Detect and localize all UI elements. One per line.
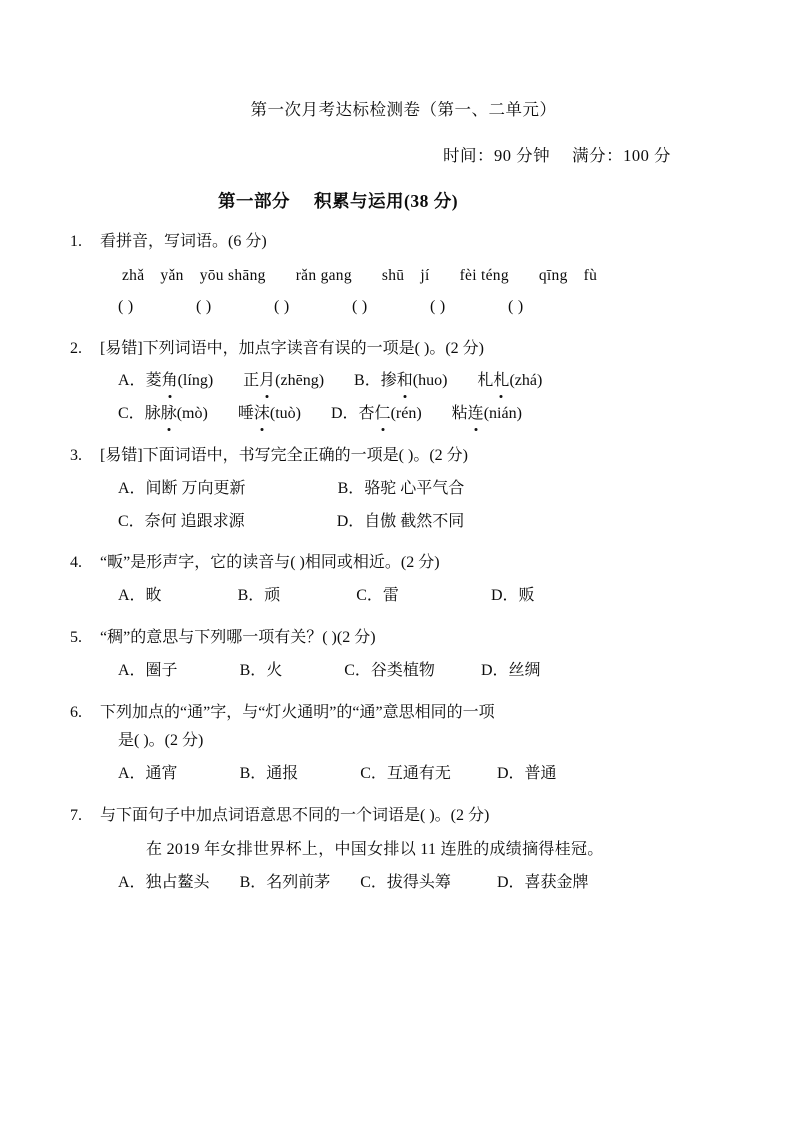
option-d[interactable]: D．丝绸 [480,661,541,679]
section-name: 积累与运用(38 分) [314,191,459,211]
question-text: 看拼音，写词语。(6 分) [100,233,267,250]
answer-blank[interactable]: ( ) [430,297,446,315]
answer-blank[interactable]: ( ) [508,297,524,315]
question-number: 7. [70,806,82,824]
question-text: “稠”的意思与下列哪一项有关？( )(2 分) [100,628,376,646]
option-c[interactable]: C．谷类植物 [344,661,435,679]
pinyin-1: zhǎ [122,266,145,284]
option-d[interactable]: D．普通 [496,765,557,783]
option-label: B． [354,372,381,390]
option-c[interactable]: C．雷 [356,587,399,605]
page-title: 第一次月考达标检测卷（第一、二单元） [250,100,557,119]
answer-blanks-row[interactable] [70,295,723,320]
option-char: 杏 [358,405,375,423]
option-b[interactable]: B．火 [239,661,283,679]
question-7 [70,804,723,895]
option-c[interactable] [118,402,208,427]
pinyin-6: jí [420,266,430,284]
exam-score: 满分：100 分 [572,146,671,165]
exam-time: 时间：90 分钟 [443,146,551,165]
dotted-char: 脉 [161,402,177,427]
answer-blank[interactable]: ( ) [196,297,212,315]
option-pinyin: (rén) [390,405,422,423]
dotted-char: 仁 [375,402,391,427]
option-pinyin: (líng) [177,372,214,390]
option-pinyin: (nián) [483,405,522,423]
option-c[interactable]: C．拔得头筹 [360,873,451,891]
question-1 [70,230,723,320]
option-pinyin: (huo) [412,372,448,390]
dotted-char: 角 [162,369,178,394]
option-pinyin: (zhēng) [275,372,325,390]
option-char: 脉 [144,405,161,423]
question-text-cont: 是( )。(2 分) [118,732,204,750]
option-char: 粘 [451,405,468,423]
option-d[interactable]: D．贩 [490,587,535,605]
section-title [70,188,723,213]
pinyin-8: qīng [538,266,568,284]
question-text: 下列加点的“通”字，与“灯火通明”的“通”意思相同的一项 [100,703,495,721]
option-c[interactable]: C．互通有无 [360,765,451,783]
option-b[interactable]: B．骆驼 心平气合 [337,479,465,497]
option-b[interactable]: B．顽 [237,587,281,605]
option-a2[interactable] [243,369,324,394]
question-number: 5. [70,628,82,646]
question-5 [70,626,723,684]
question-4 [70,551,723,609]
dotted-char: 札 [493,369,509,394]
option-row [70,659,723,684]
option-pinyin: (mò) [176,405,208,423]
option-b[interactable]: B．通报 [239,765,299,783]
section-part: 第一部分 [218,191,290,211]
option-a[interactable] [118,369,213,394]
option-b2[interactable] [477,369,542,394]
question-text: [易错]下面词语中，书写完全正确的一项是( )。(2 分) [100,447,468,464]
pinyin-7: fèi téng [459,266,509,284]
question-sentence: 在 2019 年女排世界杯上，中国女排以 11 连胜的成绩摘得桂冠。 [146,840,604,858]
question-text: “畈”是形声字，它的读音与( )相同或相近。(2 分) [100,554,440,572]
exam-meta [70,142,723,166]
question-number: 3. [70,447,82,464]
option-d[interactable]: D．自傲 截然不同 [336,512,465,530]
question-3 [70,444,723,534]
option-label: A． [118,372,146,390]
question-text: [易错]下列词语中，加点字读音有误的一项是( )。(2 分) [100,339,484,357]
option-char: 菱 [145,372,162,390]
option-char: 掺 [380,372,397,390]
option-pinyin: (zhá) [509,372,543,390]
option-row [70,369,723,394]
answer-blank[interactable]: ( ) [352,297,368,315]
option-row [70,762,723,787]
option-d2[interactable] [452,402,522,427]
option-row [70,871,723,896]
option-row [70,402,723,427]
question-6 [70,701,723,787]
pinyin-3: yōu shāng [199,266,266,284]
option-row [70,510,723,535]
option-c[interactable]: C．奈何 追跟求源 [118,512,245,530]
dotted-char: 月 [259,369,275,394]
pinyin-row [70,264,723,288]
question-number: 1. [70,233,82,250]
dotted-char: 沫 [254,402,270,427]
option-row [70,477,723,502]
dotted-char: 和 [397,369,413,394]
question-2 [70,337,723,427]
option-a[interactable]: A．独占鳌头 [118,873,210,891]
option-c2[interactable] [238,402,301,427]
pinyin-9: fù [583,266,598,284]
dotted-char: 连 [468,402,484,427]
pinyin-2: yǎn [160,266,184,284]
option-b[interactable]: B．名列前茅 [239,873,331,891]
option-a[interactable]: A．间断 万向更新 [118,479,246,497]
pinyin-5: shū [381,266,405,284]
option-a[interactable]: A．通宵 [118,765,178,783]
pinyin-4: rǎn gang [295,266,352,284]
answer-blank[interactable]: ( ) [274,297,290,315]
option-d[interactable] [331,402,422,427]
question-number: 2. [70,339,82,357]
option-char: 唾 [237,405,254,423]
option-char: 札 [477,372,494,390]
option-pinyin: (tuò) [269,405,301,423]
question-number: 6. [70,703,82,721]
option-a[interactable]: A．圈子 [118,661,178,679]
option-d[interactable]: D．喜获金牌 [496,873,589,891]
option-b[interactable] [354,369,447,394]
option-char: 正 [243,372,260,390]
answer-blank[interactable]: ( ) [118,297,134,315]
option-a[interactable]: A．畋 [118,587,162,605]
option-label: D． [330,405,359,423]
option-row [70,584,723,609]
question-number: 4. [70,554,82,572]
option-label: C． [118,405,145,423]
question-text: 与下面句子中加点词语意思不同的一个词语是( )。(2 分) [100,806,490,824]
